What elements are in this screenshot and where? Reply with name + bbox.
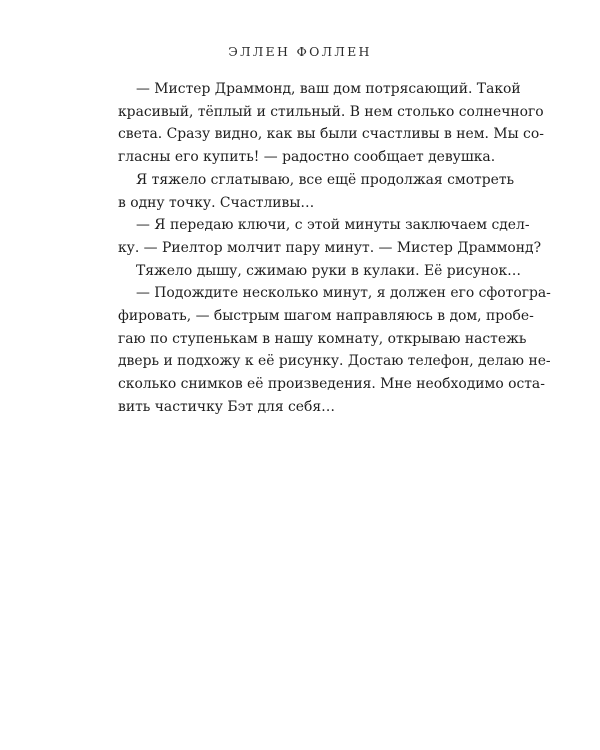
text-line: — Подождите несколько минут, я должен его сфотогра- bbox=[136, 285, 551, 302]
text-line: вить частичку Бэт для себя… bbox=[118, 398, 336, 415]
text-line: света. Сразу видно, как вы были счастливы в нем. Мы со- bbox=[118, 126, 544, 143]
text-line: красивый, тёплый и стильный. В нем столько солнечного bbox=[118, 103, 544, 120]
text-line: ку. — Риелтор молчит пару минут. — Мистер Драммонд? bbox=[118, 239, 542, 256]
text-line: гаю по ступенькам в нашу комнату, открываю настежь bbox=[118, 330, 527, 347]
text-line: Я тяжело сглатываю, все ещё продолжая смотреть bbox=[136, 171, 515, 188]
text-line: в одну точку. Счастливы… bbox=[118, 194, 315, 211]
text-line: дверь и подхожу к её рисунку. Достаю телефон, делаю не- bbox=[118, 353, 551, 370]
text-line: — Мистер Драммонд, ваш дом потрясающий. Такой bbox=[136, 81, 521, 97]
text-line: сколько снимков её произведения. Мне необходимо остa- bbox=[118, 376, 545, 393]
text-line: — Я передаю ключи, с этой минуты заключаем сдел- bbox=[136, 217, 530, 234]
body-text bbox=[118, 78, 551, 419]
running-head-author: ЭЛЛЕН ФОЛЛЕН bbox=[228, 44, 372, 59]
text-line: фировать, — быстрым шагом направляюсь в дом, пробе- bbox=[118, 308, 534, 325]
text-line: гласны его купить! — радостно сообщает девушка. bbox=[118, 149, 496, 166]
text-line: Тяжело дышу, сжимаю руки в кулаки. Её рисунок… bbox=[136, 262, 522, 279]
